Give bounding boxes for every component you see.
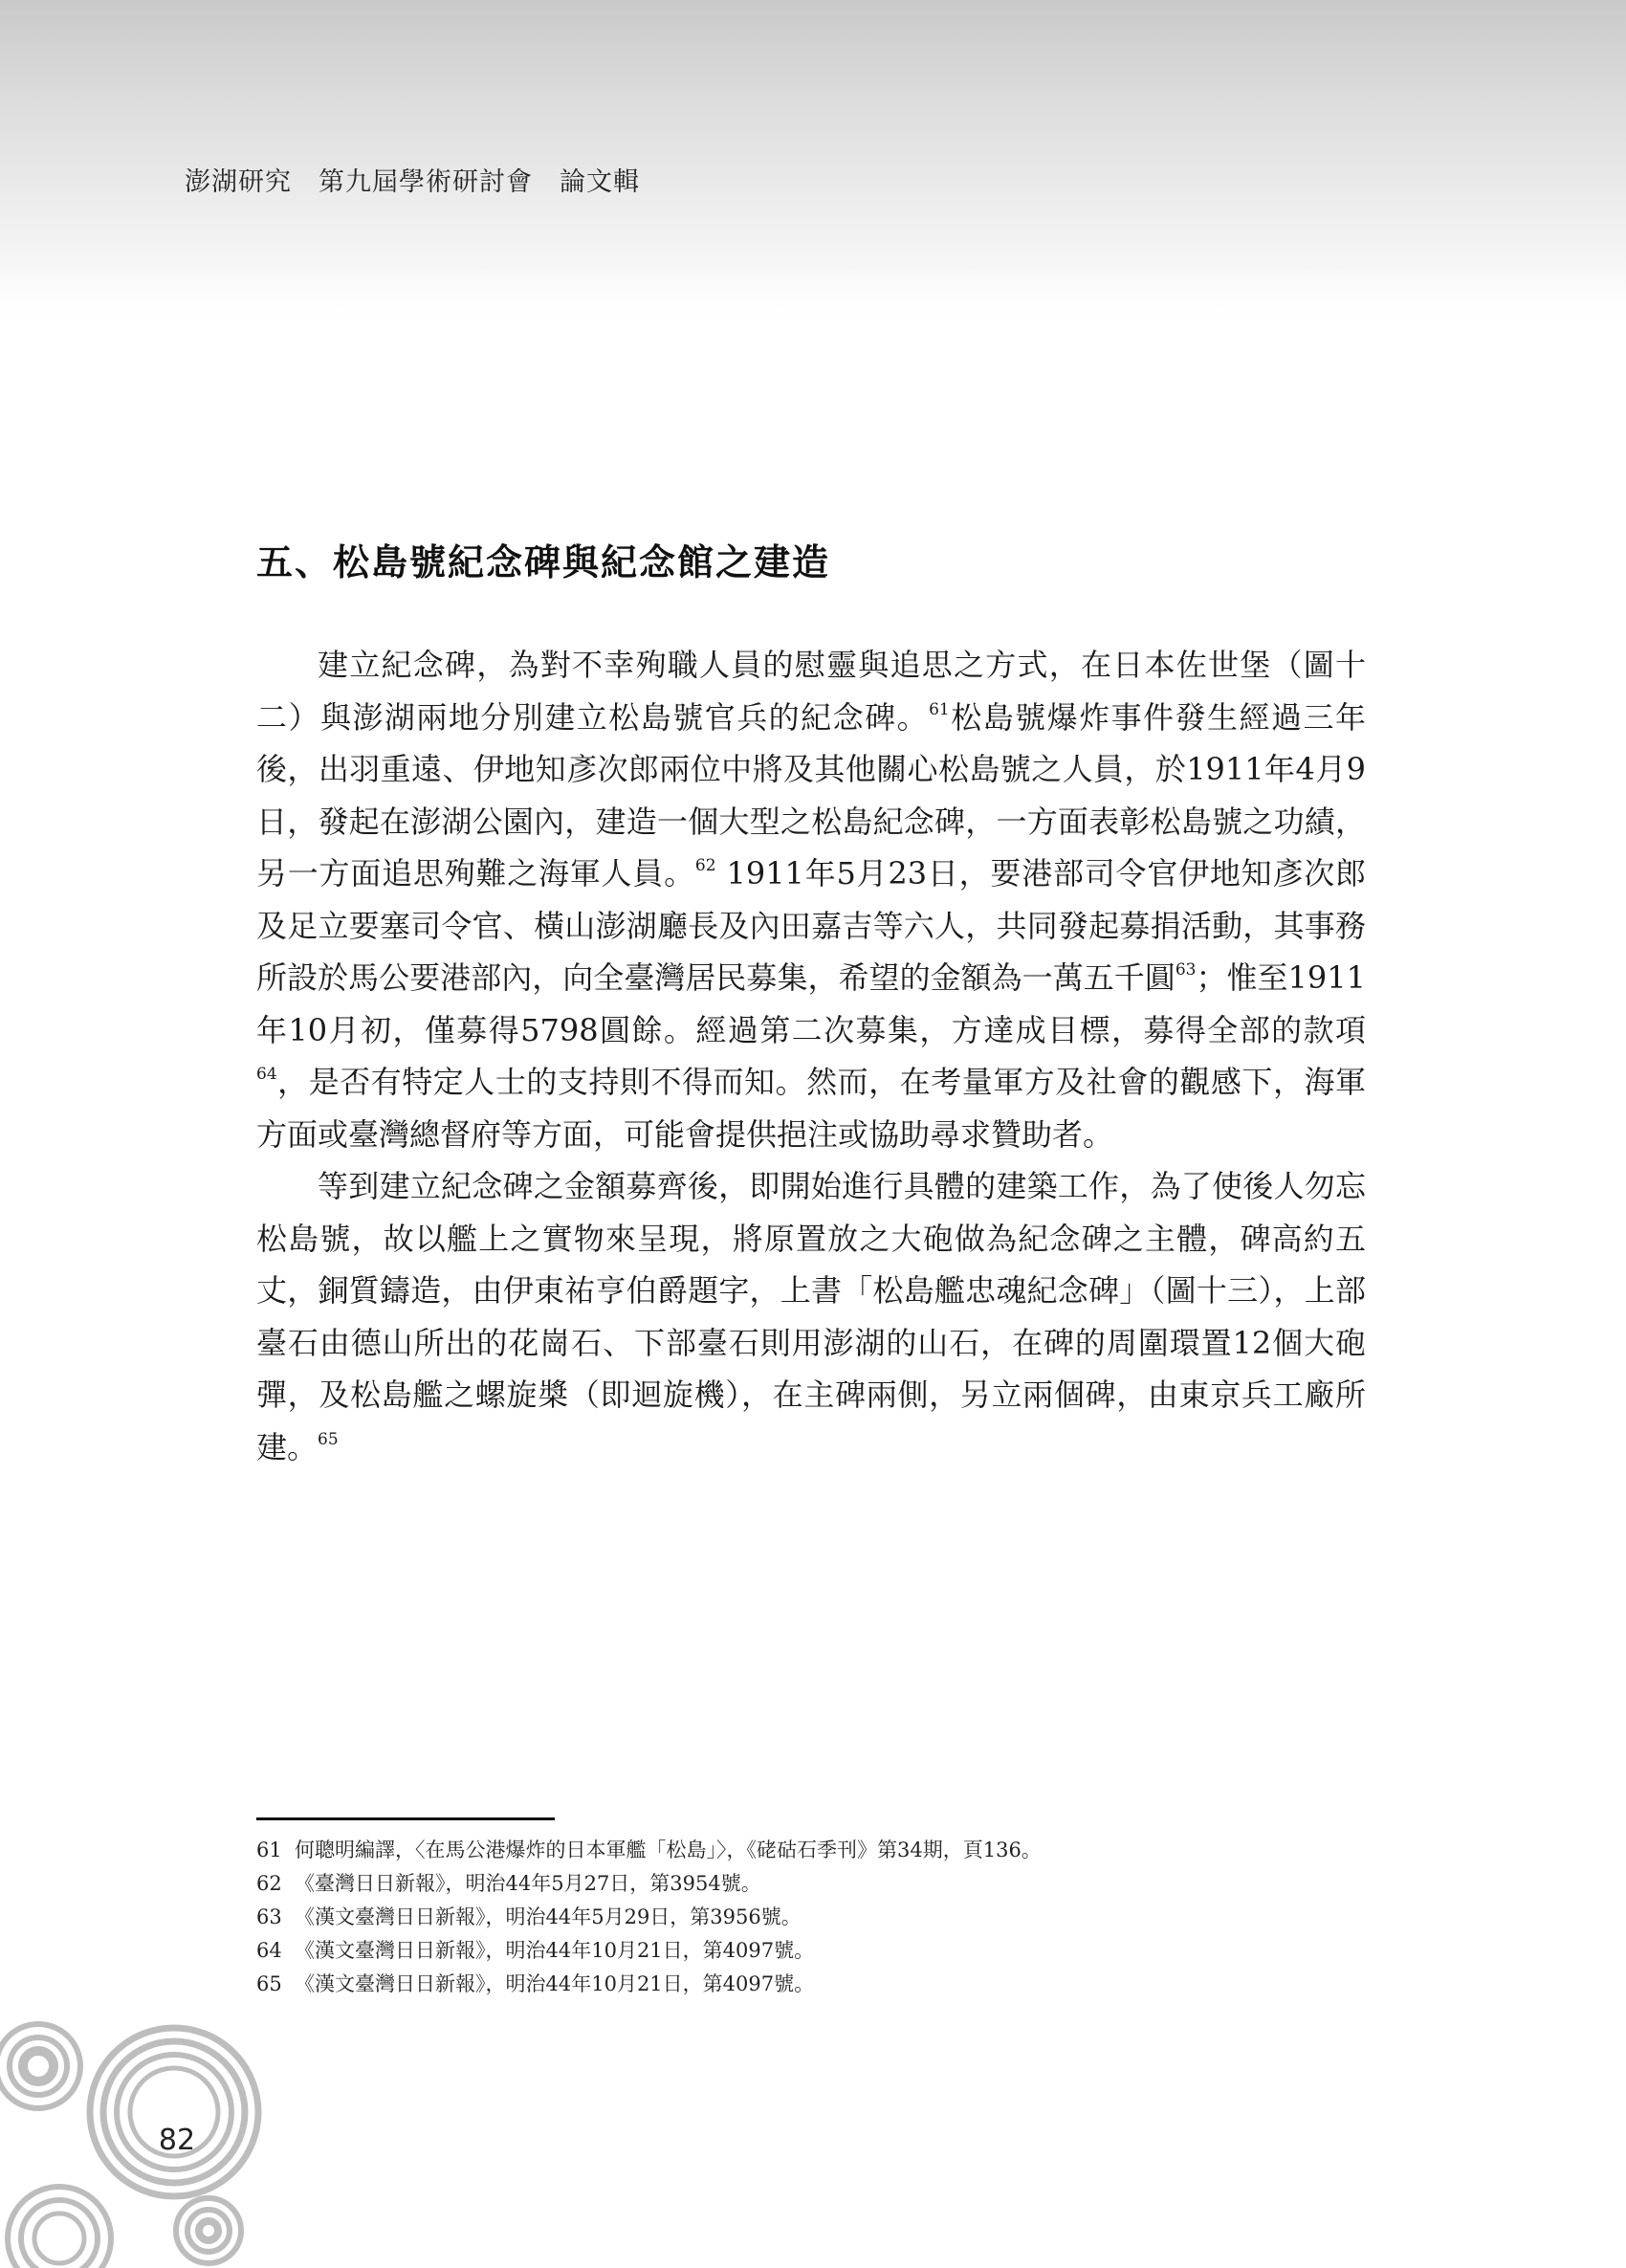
- footnote-text: 《漢文臺灣日日新報》，明治44年10月21日，第4097號。: [295, 1939, 815, 1962]
- text-run: ；惟至1911年10月初，僅募得5798圓餘。經過第二次募集，方達成目標，募得全部的款項: [256, 959, 1366, 1048]
- paragraph: [256, 639, 1366, 1160]
- footnote: [256, 1834, 1366, 1867]
- paragraph: [256, 1160, 1366, 1473]
- body-text: [256, 639, 1366, 1473]
- circle-group-left: [0, 2024, 80, 2108]
- text-run: 1911年5月23日，要港部司令官伊地知彥次郎及足立要塞司令官、橫山澎湖廳長及內田嘉吉等六人，共同發起募捐活動，其事務所設於馬公要港部內，向全臺灣居民募集，希望的金額為一萬五千圓: [256, 855, 1366, 996]
- footnote-number: 65: [256, 1972, 282, 1995]
- footnote-ref: 64: [256, 1065, 277, 1084]
- circle-group-bottom-left: [8, 2187, 111, 2268]
- footnote-divider: [256, 1817, 555, 1820]
- footnote: [256, 1901, 1366, 1934]
- footnote-text: 《臺灣日日新報》，明治44年5月27日，第3954號。: [295, 1872, 761, 1895]
- header-band: [0, 0, 1626, 316]
- section-title: 五、松島號紀念碑與紀念館之建造: [256, 541, 831, 584]
- footnotes: [256, 1834, 1366, 2001]
- circle-group-large: [90, 2028, 258, 2196]
- footnote-ref: 62: [694, 856, 716, 875]
- footnote: [256, 1968, 1366, 2001]
- footnote-ref: 65: [318, 1429, 339, 1449]
- footnote-ref: 61: [929, 699, 950, 719]
- footnote: [256, 1934, 1366, 1968]
- footnote-ref: 63: [1175, 960, 1197, 980]
- running-header: 澎湖研究 第九屆學術研討會 論文輯: [185, 167, 640, 197]
- footnote: [256, 1867, 1366, 1901]
- circle-group-bottom-right: [176, 2198, 241, 2263]
- text-run: ，是否有特定人士的支持則不得而知。然而，在考量軍方及社會的觀感下，海軍方面或臺灣總督府等方面，可能會提供挹注或協助尋求贊助者。: [256, 1064, 1366, 1153]
- footnote-number: 64: [256, 1939, 282, 1962]
- footnote-text: 《漢文臺灣日日新報》，明治44年10月21日，第4097號。: [295, 1972, 815, 1995]
- page-number: 82: [158, 2124, 196, 2157]
- footnote-text: 何聰明編譯，〈在馬公港爆炸的日本軍艦「松島」〉，《硓𥑮石季刊》第34期，頁136。: [295, 1839, 1042, 1861]
- text-run: 等到建立紀念碑之金額募齊後，即開始進行具體的建築工作，為了使後人勿忘松島號，故以艦上之實物來呈現，將原置放之大砲做為紀念碑之主體，碑高約五丈，銅質鑄造，由伊東祐亨伯爵題字，上書「松島艦忠魂紀念碑」（圖十三），上部臺石由德山所出的花崗石、下部臺石則用澎湖的山石，在碑的周圍環置12個大砲彈，及松島艦之螺旋槳（即迴旋機），在主碑兩側，另立兩個碑，由東京兵工廠所建。: [256, 1168, 1366, 1465]
- text-run: 松島號爆炸事件發生經過三年後，出羽重遠、伊地知彥次郎兩位中將及其他關心松島號之人員，於1911年4月9日，發起在澎湖公園內，建造一個大型之松島紀念碑，一方面表彰松島號之功績，另一方面追思殉難之海軍人員。: [256, 698, 1366, 892]
- footnote-number: 63: [256, 1905, 282, 1928]
- footnote-number: 61: [256, 1839, 282, 1861]
- footnote-text: 《漢文臺灣日日新報》，明治44年5月29日，第3956號。: [295, 1905, 802, 1928]
- text-run: 建立紀念碑，為對不幸殉職人員的慰靈與追思之方式，在日本佐世堡（圖十二）與澎湖兩地分別建立松島號官兵的紀念碑。: [256, 647, 1366, 736]
- footnote-number: 62: [256, 1872, 282, 1895]
